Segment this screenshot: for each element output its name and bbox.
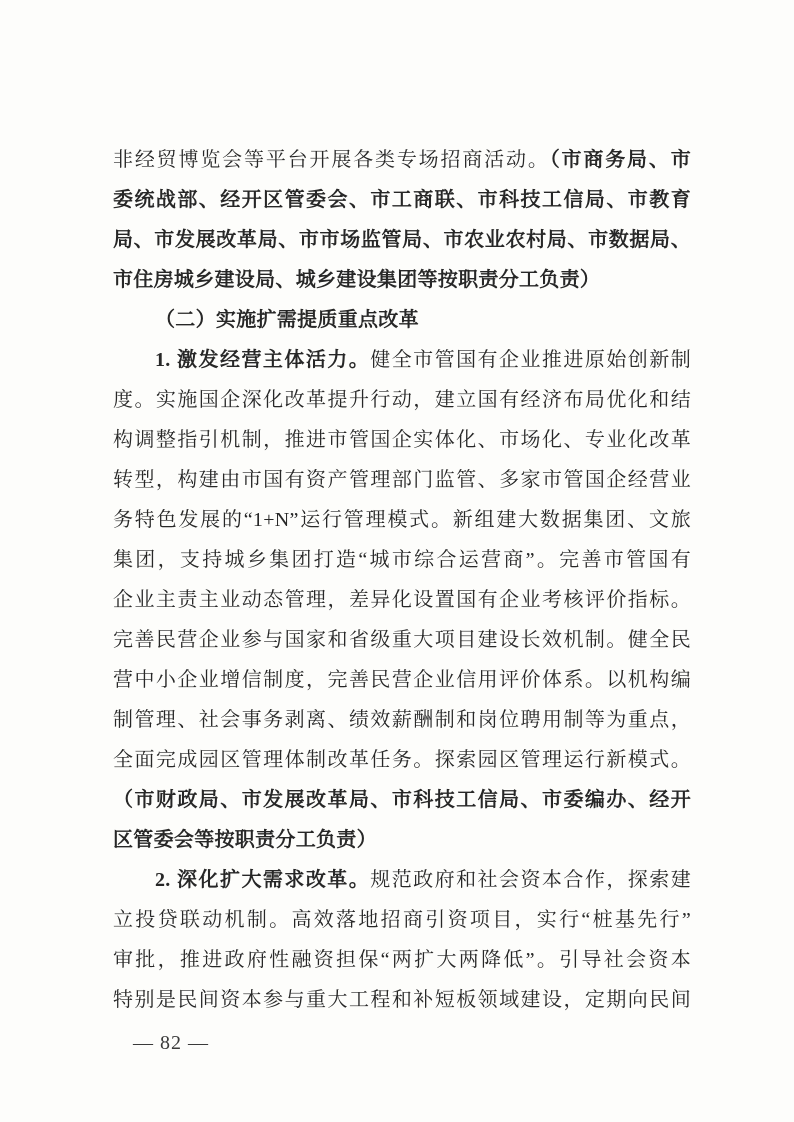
body-text-line: [113, 540, 691, 580]
body-text: 健全市管国有企业推进原始创新制: [370, 349, 691, 371]
body-text: 制管理、社会事务剥离、绩效薪酬制和岗位聘用制等为重点，: [113, 709, 691, 731]
body-text: 规范政府和社会资本合作，探索建: [370, 869, 691, 891]
department-list-text: 委统战部、经开区管委会、市工商联、市科技工信局、市教育: [113, 189, 691, 211]
list-item-heading: 1. 激发经营主体活力。: [155, 349, 371, 371]
body-text-line: [113, 860, 691, 900]
body-text: 特别是民间资本参与重大工程和补短板领域建设，定期向民间: [113, 989, 691, 1011]
body-text-line: [113, 420, 691, 460]
department-list-text: 局、市发展改革局、市市场监管局、市农业农村局、市数据局、: [113, 229, 691, 251]
body-text-line: [113, 700, 691, 740]
body-text: 完善民营企业参与国家和省级重大项目建设长效机制。健全民: [113, 629, 691, 651]
body-text-line: [113, 180, 691, 220]
body-text-line: [113, 500, 691, 540]
body-text: 审批，推进政府性融资担保“两扩大两降低”。引导社会资本: [113, 949, 691, 971]
body-text: 集团，支持城乡集团打造“城市综合运营商”。完善市管国有: [113, 549, 691, 571]
body-text-line: [113, 260, 691, 300]
body-text-line: [113, 660, 691, 700]
body-text: 非经贸博览会等平台开展各类专场招商活动。: [113, 149, 550, 171]
list-item-heading: 2. 深化扩大需求改革。: [155, 869, 371, 891]
page-number: — 82 —: [133, 1032, 209, 1054]
body-text: 立投贷联动机制。高效落地招商引资项目，实行“桩基先行”: [113, 909, 691, 931]
body-text-line: [113, 580, 691, 620]
body-text-line: [113, 820, 691, 860]
body-text: 全面完成园区管理体制改革任务。探索园区管理运行新模式。: [113, 749, 691, 771]
department-list-text: （市商务局、市: [549, 149, 691, 171]
section-heading-text: （二）实施扩需提质重点改革: [155, 309, 419, 331]
body-text: 转型，构建由市国有资产管理部门监管、多家市管国企经营业: [113, 469, 691, 491]
body-text-line: [113, 140, 691, 180]
body-text: 营中小企业增信制度，完善民营企业信用评价体系。以机构编: [113, 669, 691, 691]
body-text: 务特色发展的“1+N”运行管理模式。新组建大数据集团、文旅: [113, 509, 691, 531]
body-text-line: [113, 380, 691, 420]
body-text-line: [113, 460, 691, 500]
body-text-line: [113, 340, 691, 380]
body-text-line: [113, 940, 691, 980]
body-text-line: [113, 900, 691, 940]
body-text: 度。实施国企深化改革提升行动，建立国有经济布局优化和结: [113, 389, 691, 411]
department-list-text: 区管委会等按职责分工负责）: [113, 829, 377, 851]
body-text-line: [113, 980, 691, 1020]
department-list-text: 市住房城乡建设局、城乡建设集团等按职责分工负责）: [113, 269, 601, 291]
body-text-line: [113, 220, 691, 260]
body-text-line: [113, 620, 691, 660]
body-text: 构调整指引机制，推进市管国企实体化、市场化、专业化改革: [113, 429, 691, 451]
document-page: [113, 140, 691, 1020]
body-text-line: [113, 740, 691, 780]
body-text-line: [113, 780, 691, 820]
section-heading: [113, 300, 691, 340]
department-list-text: （市财政局、市发展改革局、市科技工信局、市委编办、经开: [113, 789, 691, 811]
body-text: 企业主责主业动态管理，差异化设置国有企业考核评价指标。: [113, 589, 691, 611]
